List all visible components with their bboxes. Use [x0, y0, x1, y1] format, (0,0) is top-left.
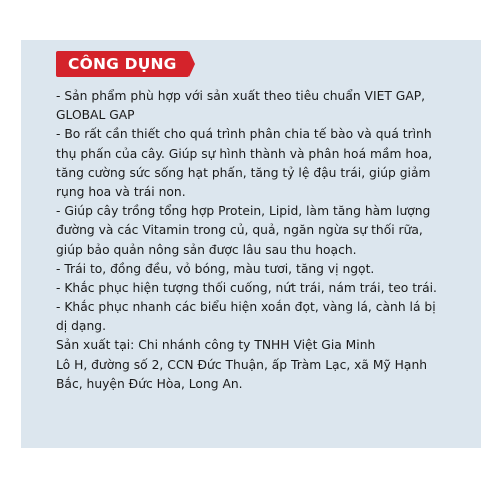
- text-line: - Bo rất cần thiết cho quá trình phân chia tế bào và quá trình: [56, 127, 432, 142]
- text-line: - Trái to, đồng đều, vỏ bóng, màu tươi, tăng vị ngọt.: [56, 261, 375, 276]
- product-description: [56, 87, 484, 394]
- text-line: tăng cường sức sống hạt phấn, tăng tỷ lệ đậu trái, giúp giảm: [56, 165, 431, 180]
- text-line: - Khắc phục nhanh các biểu hiện xoắn đọt, vàng lá, cành lá bị: [56, 300, 436, 315]
- text-line: giúp bảo quản nông sản được lâu sau thu hoạch.: [56, 242, 357, 257]
- product-info-panel: [21, 40, 481, 448]
- address-line: Lô H, đường số 2, CCN Đức Thuận, ấp Tràm Lạc, xã Mỹ Hạnh: [56, 357, 428, 372]
- address-line: Bắc, huyện Đức Hòa, Long An.: [56, 376, 243, 391]
- text-line: thụ phấn của cây. Giúp sự hình thành và phân hoá mầm hoa,: [56, 146, 433, 161]
- text-line: - Sản phẩm phù hợp với sản xuất theo tiêu chuẩn VIET GAP,: [56, 89, 426, 103]
- text-line: đường và các Vitamin trong củ, quả, ngăn ngừa sự thối rữa,: [56, 223, 423, 238]
- text-line: dị dạng.: [56, 319, 106, 334]
- text-line: rụng hoa và trái non.: [56, 184, 186, 199]
- section-title-badge: CÔNG DỤNG: [56, 51, 189, 77]
- manufacturer-line: Sản xuất tại: Chi nhánh công ty TNHH Việt Gia Minh: [56, 338, 376, 353]
- text-line: - Giúp cây trồng tổng hợp Protein, Lipid, làm tăng hàm lượng: [56, 204, 431, 219]
- text-line: GLOBAL GAP: [56, 108, 135, 123]
- text-line: - Khắc phục hiện tượng thối cuống, nứt trái, nám trái, teo trái.: [56, 280, 437, 295]
